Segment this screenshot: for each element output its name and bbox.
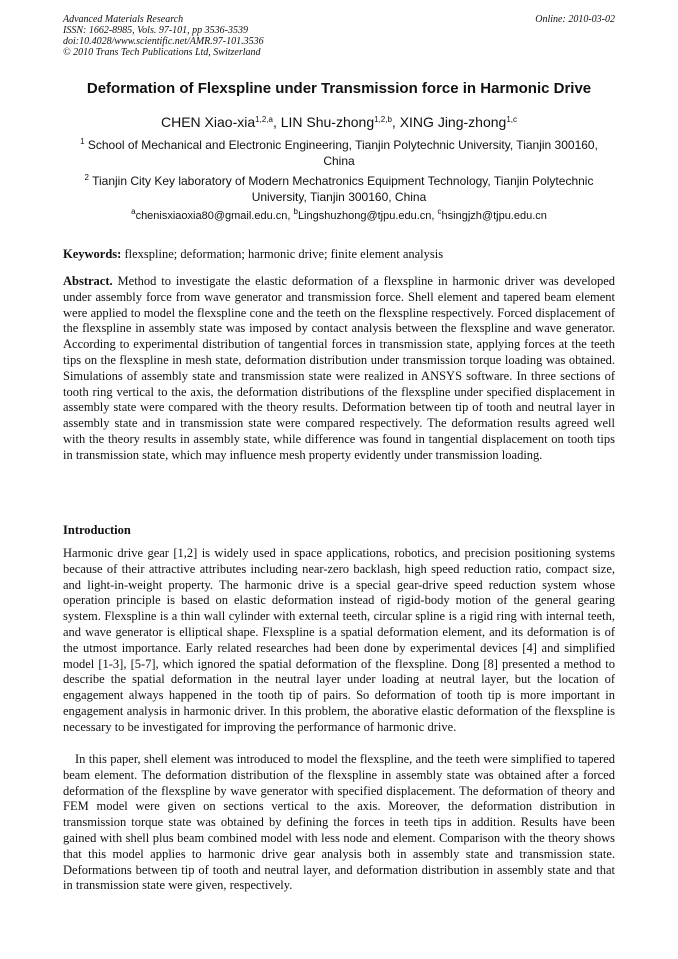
author-list [20,112,658,132]
email-address[interactable]: Lingshuzhong@tjpu.edu.cn, [297,210,438,222]
keywords-text: flexspline; deformation; harmonic drive; finite element analysis [124,247,444,261]
author-name: XING Jing-zhong [399,114,507,130]
abstract [63,274,615,464]
author-separator: , [391,114,400,130]
author-affiliation-mark: 1,c [506,115,517,124]
author-separator: , [272,114,281,130]
email-list [20,209,658,223]
journal-header [63,14,615,58]
author-affiliation-mark: 1,2,b [374,115,392,124]
affiliation-1 [66,137,612,169]
author-affiliation-mark: 1,2,a [255,115,273,124]
section-heading-introduction: Introduction [63,523,131,537]
affiliation-text: School of Mechanical and Electronic Engineering, Tianjin Polytechnic University, Tianjin 300160, China [87,138,598,168]
copyright-line: © 2010 Trans Tech Publications Ltd, Switzerland [63,47,261,58]
abstract-label: Abstract. [63,274,113,288]
email-address[interactable]: hsingjzh@tjpu.edu.cn [441,210,547,222]
doi-line: doi:10.4028/www.scientific.net/AMR.97-101.3536 [63,36,264,47]
email-mark: a [131,207,136,216]
email-mark: c [437,207,442,216]
email-address[interactable]: chenisxiaoxia80@gmail.edu.cn, [135,210,294,222]
journal-name: Advanced Materials Research [63,14,184,25]
author-name: LIN Shu-zhong [280,114,375,130]
keywords-label: Keywords: [63,247,122,261]
abstract-text: Method to investigate the elastic deformation of a flexspline in harmonic driver was developed under assembly force from wave generator and transmission force. Shell element and tapered beam element were applied to model the flexspline cone and the teeth on the flexspline respectively. Forced displacement of the flexspline in assembly state was imposed by contact analysis between the flexspline and wave generator. According to experimental distribution of tangential forces in transmission state, applying forces at the teeth tips on the flexspline in mesh state, deformation distribution under transmission torque loading was obtained. Simulations of assembly state and transmission state were realized in ANSYS software. In three sections of tooth ring vertical to the axis, the deformation distributions of the flexspline under specified displacement in assembly state were compared with the theory results. Deformation between tip of tooth and neutral layer in assembly state and in transmission state were compared respectively. The deformation results agreed well with the theory results in assembly state, while difference was found in tangential displacement on tooth tips in transmission state, which may influence mesh property evidently under transmission loading. [63,274,615,462]
paper-title: Deformation of Flexspline under Transmission force in Harmonic Drive [86,80,592,97]
email-mark: b [293,207,298,216]
intro-paragraph-1: Harmonic drive gear [1,2] is widely used in space applications, robotics, and precision positioning systems because of their attractive attributes including near-zero backlash, high speed reduction ratio, compact size, and light-in-weight property. The harmonic drive is a special gear-drive speed reduction system whose operation principle is based on elastic deformation instead of rigid-body motion of the general gearing system. Flexspline is a thin wall cylinder with external teeth, circular spline is a rigid ring with internal teeth, and wave generator is elliptical shape. Flexspline is a spatial deformation element, and its deformation is of the utmost importance. Early related researches had been done by experimental devices [4] and simplified model [1-3], [5-7], which ignored the spatial deformation of the flexspline. Dong [8] presented a method to describe the spatial deformation in the neutral layer under loading at neutral layer, but the location of engagement always happened in the tooth tip of pairs. So deformation of tooth tip is more important in engagement analysis in harmonic driver. In this problem, the aborative elastic deformation of the flexspline is necessary to be investigated for improving the performance of harmonic drive. [63,546,615,734]
affiliation-2 [66,173,612,205]
author-name: CHEN Xiao-xia [161,114,256,130]
affiliation-number: 2 [84,173,89,182]
affiliation-number: 1 [80,137,85,146]
intro-paragraph-2: In this paper, shell element was introduced to model the flexspline, and the teeth were simplified to tapered beam element. The deformation distribution of the flexspline in assembly state was obtained after a forced deformation of the flexspline by wave generator with specified displacement. The deformation of theory and FEM model were given on sections vertical to the axis. Moreover, the deformation distribution in transmission torque state was obtained by defining the forces in teeth tips in addition. Results have been gained with shell plus beam combined model with less node and element. Comparison with the theory shows that this model applies to harmonic drive gear analysis both in assembly state and transmission state. Deformations between tip of tooth and neutral layer, and deformation distribution in assembly state and that in transmission state were given, respectively. [63,752,615,893]
keywords [63,247,615,263]
affiliation-text: Tianjin City Key laboratory of Modern Mechatronics Equipment Technology, Tianjin Polytechnic University, Tianjin 300160, China [92,174,594,204]
issn-line: ISSN: 1662-8985, Vols. 97-101, pp 3536-3539 [63,25,248,36]
online-date: Online: 2010-03-02 [535,14,615,25]
